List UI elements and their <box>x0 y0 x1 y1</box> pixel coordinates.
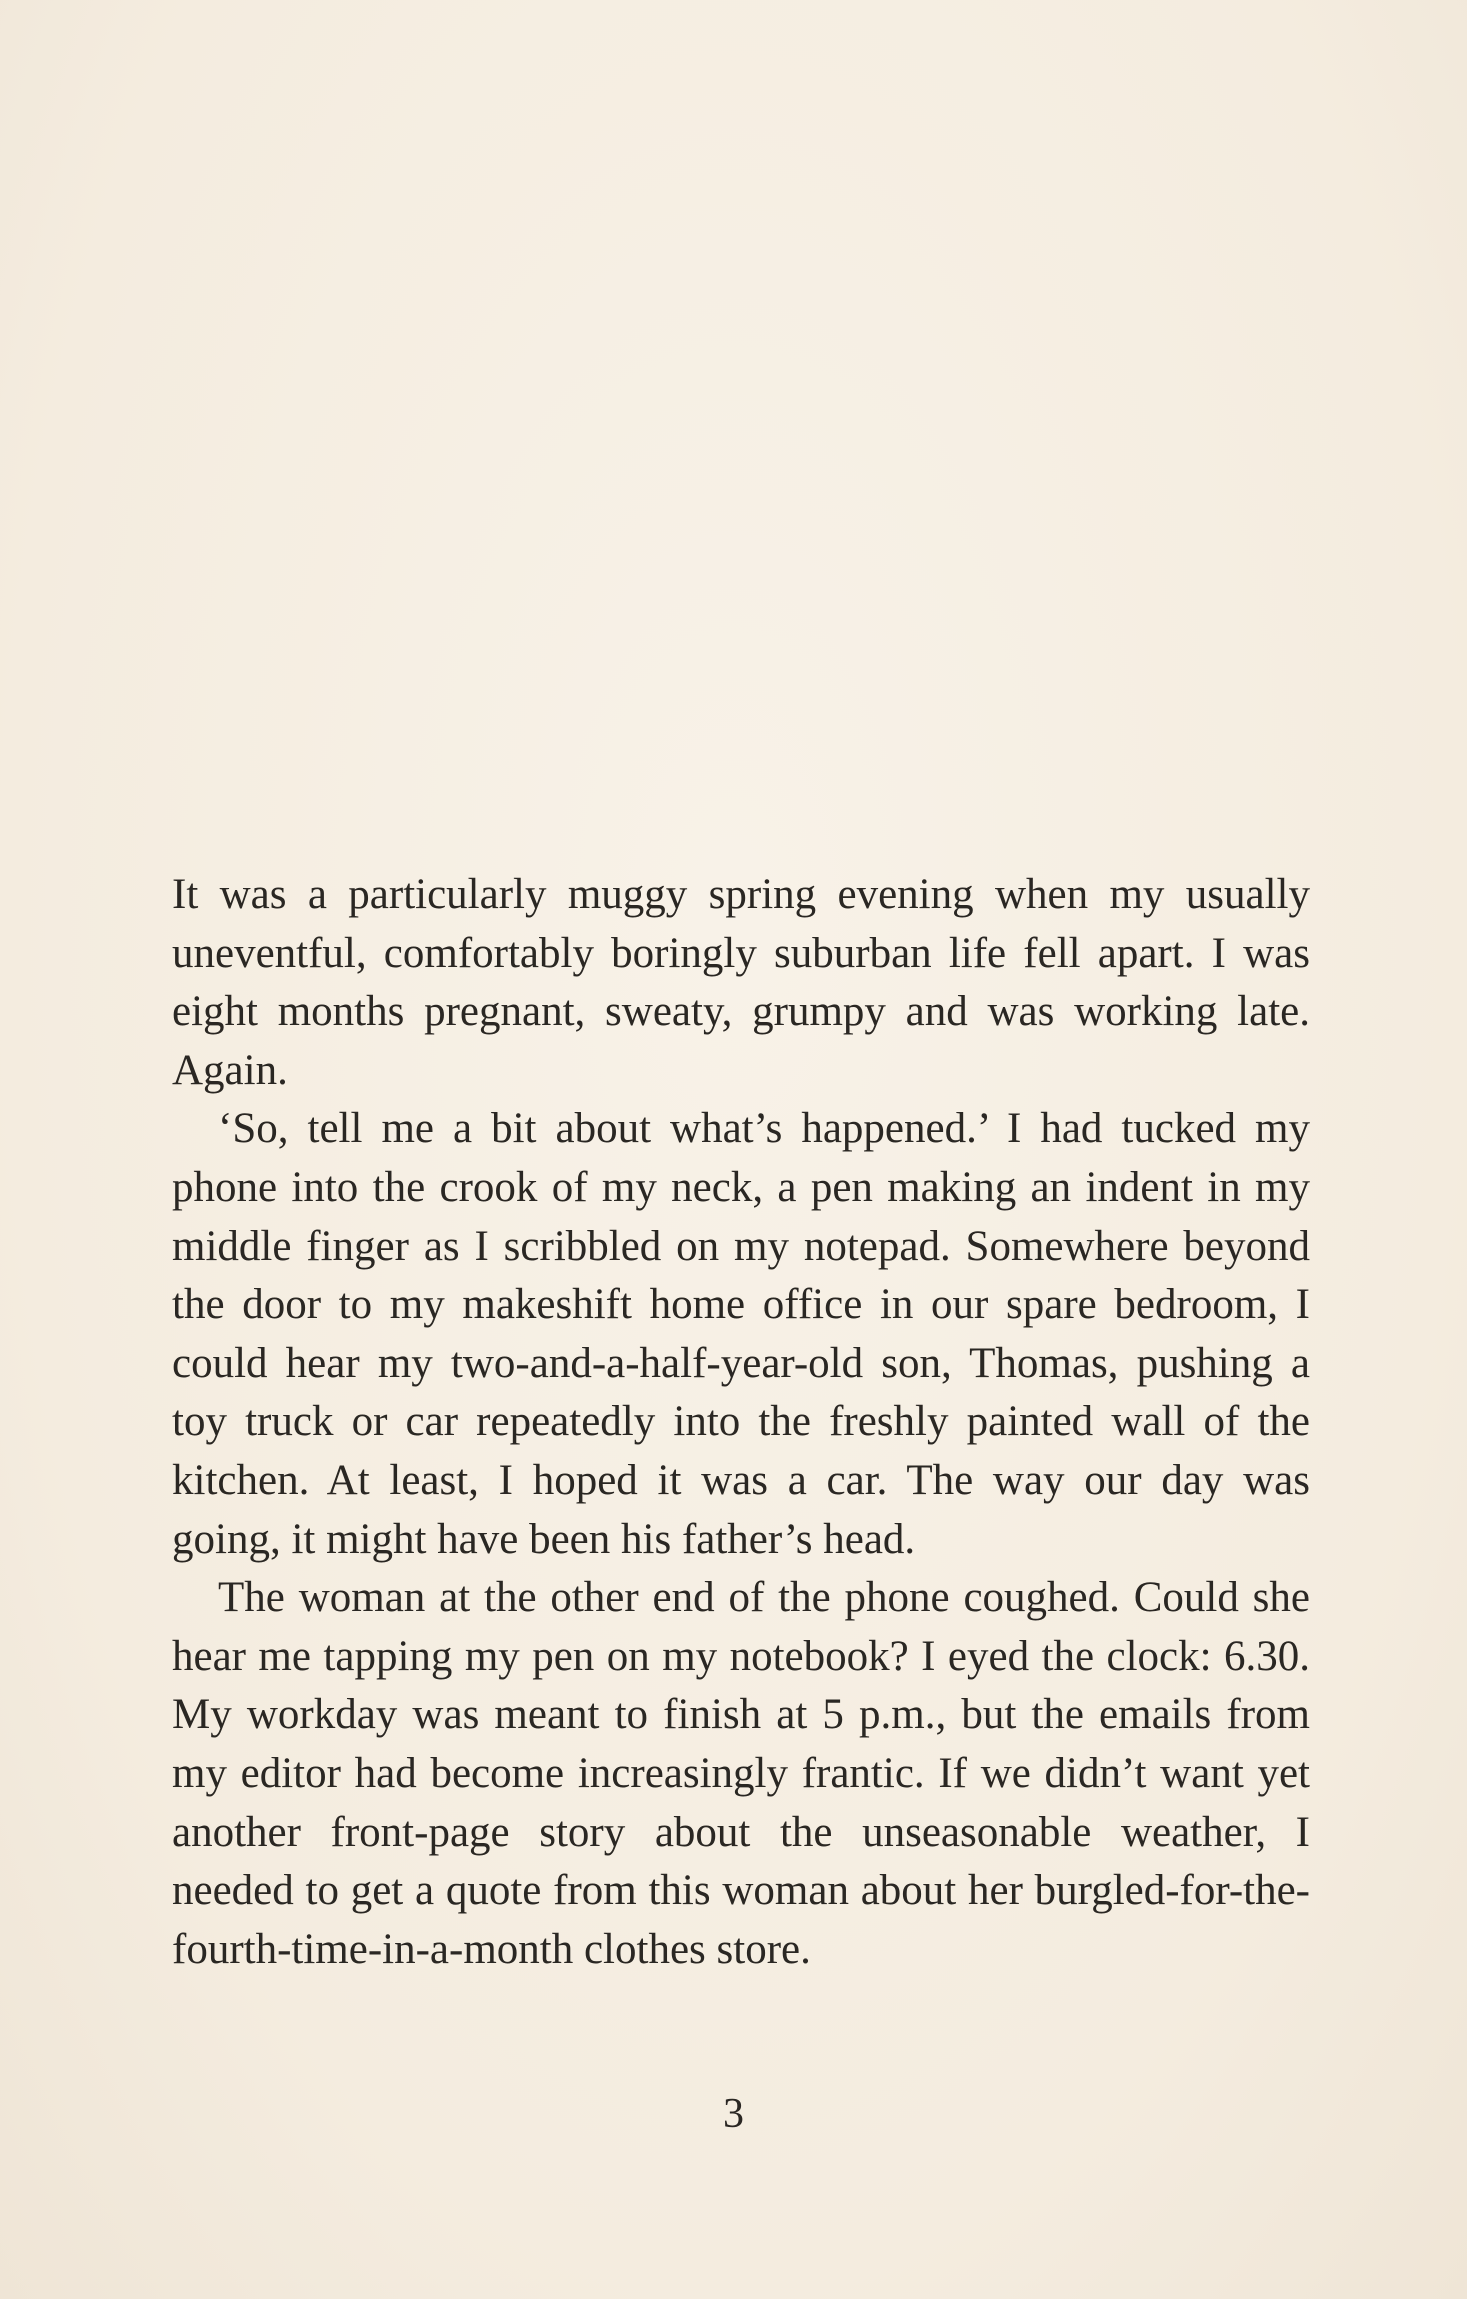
body-text <box>172 866 1310 1979</box>
paragraph-3: The woman at the other end of the phone coughed. Could she hear me tapping my pen on my notebook? I eyed the clock: 6.30. My workday was meant to finish at 5 p.m., but the emails from my editor had become increasingly frantic. If we didn’t want yet another front-page story about the unseasonable weather, I needed to get a quote from this woman about her burgled-for-the-fourth-time-in-a-month clothes store. <box>172 1574 1310 1973</box>
page-number: 3 <box>723 2091 744 2137</box>
paragraph-1: It was a particularly muggy spring evening when my usually uneventful, comfortably boringly suburban life fell apart. I was eight months pregnant, sweaty, grumpy and was working late. Again. <box>172 871 1310 1094</box>
paragraph-2: ‘So, tell me a bit about what’s happened.’ I had tucked my phone into the crook of my neck, a pen making an indent in my middle finger as I scribbled on my notepad. Somewhere beyond the door to my makeshift home office in our spare bedroom, I could hear my two-and-a-half-year-old son, Thomas, pushing a toy truck or car repeatedly into the freshly painted wall of the kitchen. At least, I hoped it was a car. The way our day was going, it might have been his father’s head. <box>172 1105 1310 1563</box>
